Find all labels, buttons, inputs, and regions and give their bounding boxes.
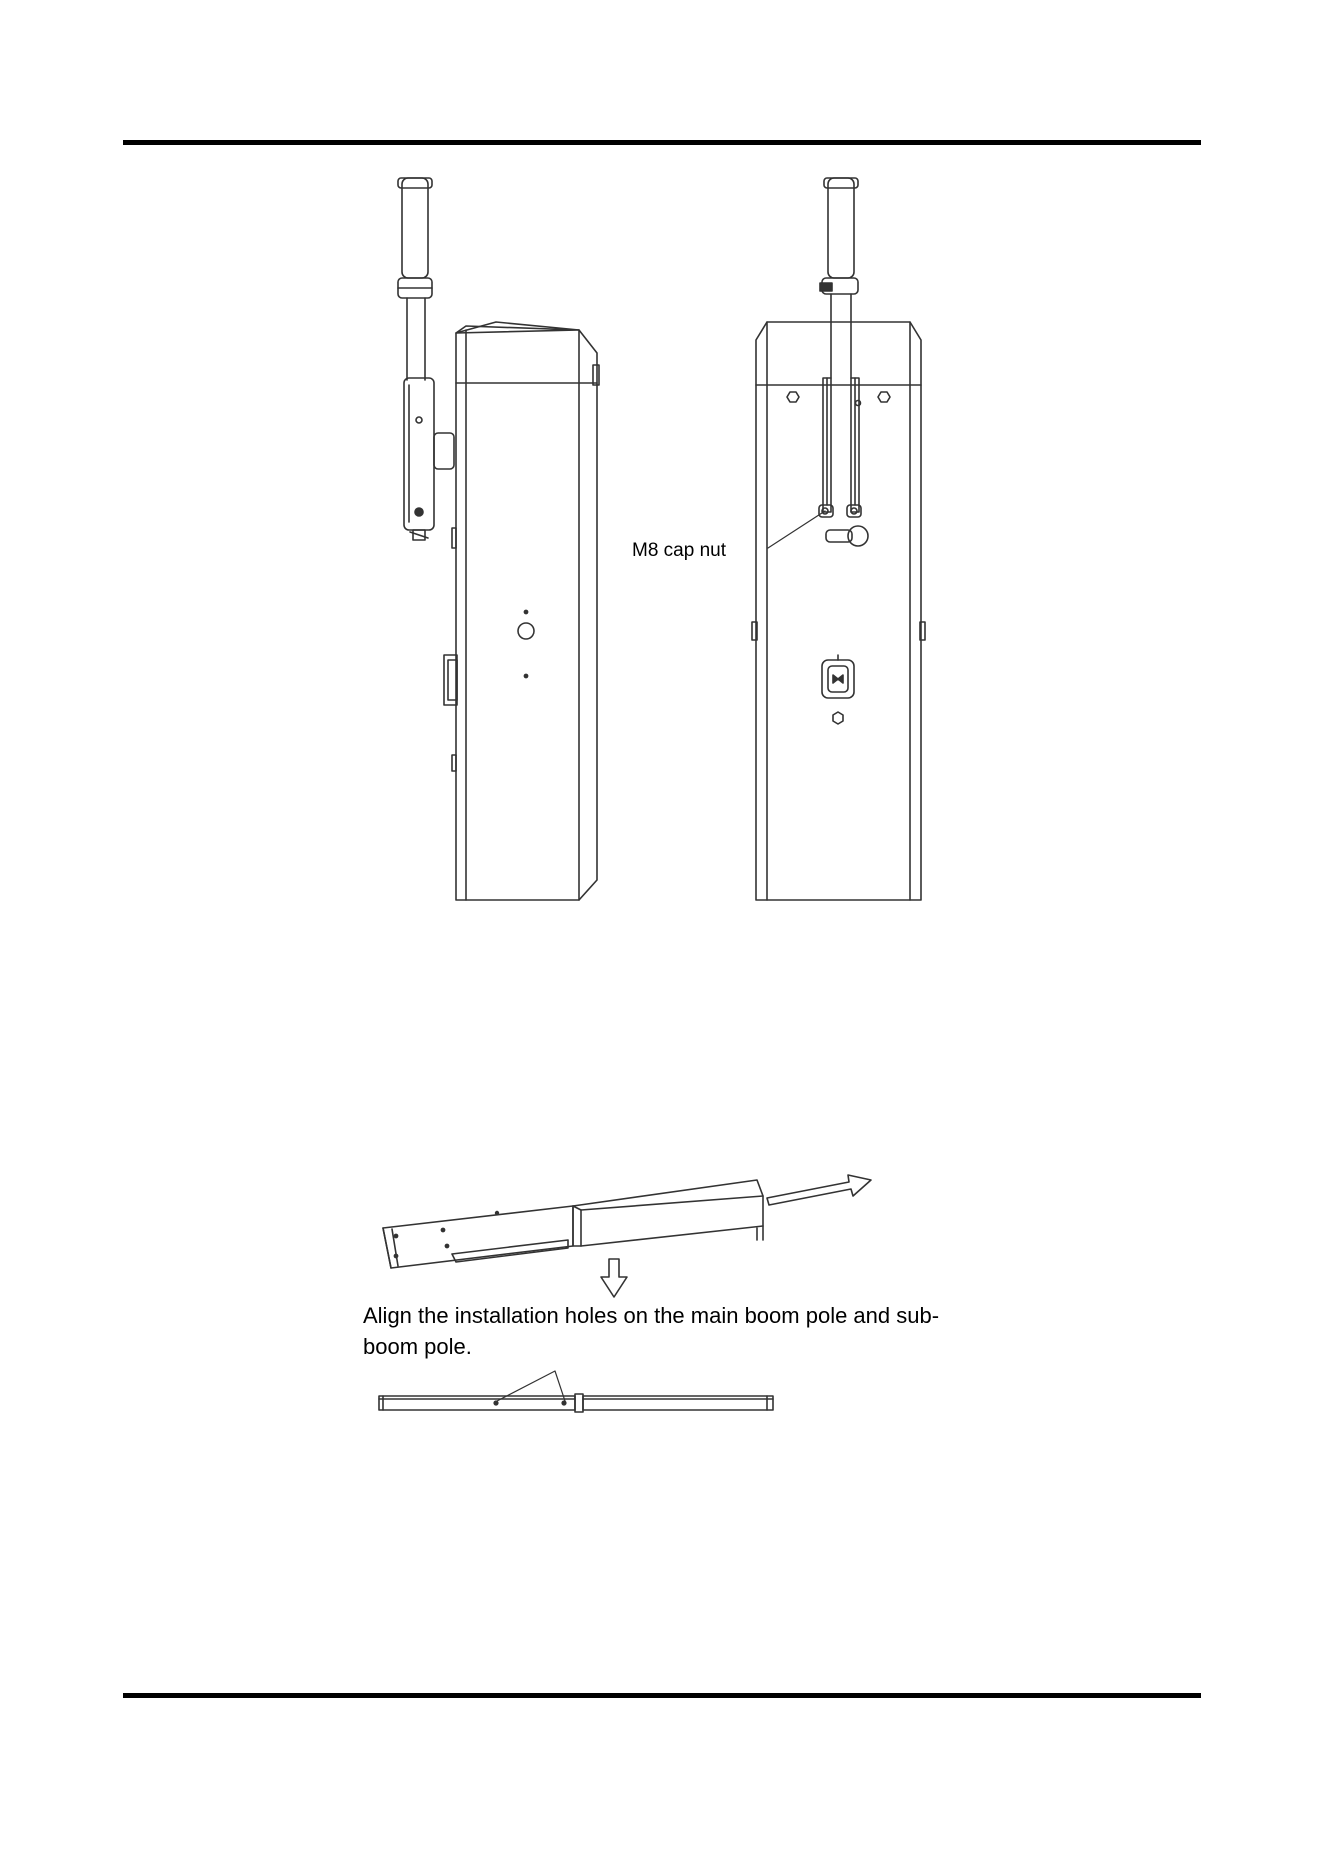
callout-leader-line (768, 511, 825, 548)
barrier-front-view (752, 178, 925, 900)
barrier-side-view (398, 178, 599, 900)
boom-pole-straight (379, 1371, 773, 1412)
callout-m8-cap-nut: M8 cap nut (632, 540, 726, 561)
figure-caption: Align the installation holes on the main boom pole and sub-boom pole. (363, 1303, 940, 1359)
boom-pole-angled (383, 1180, 763, 1268)
footer-rule (123, 1693, 1201, 1698)
down-arrow-icon (601, 1259, 627, 1297)
pull-arrow-icon (767, 1175, 871, 1205)
